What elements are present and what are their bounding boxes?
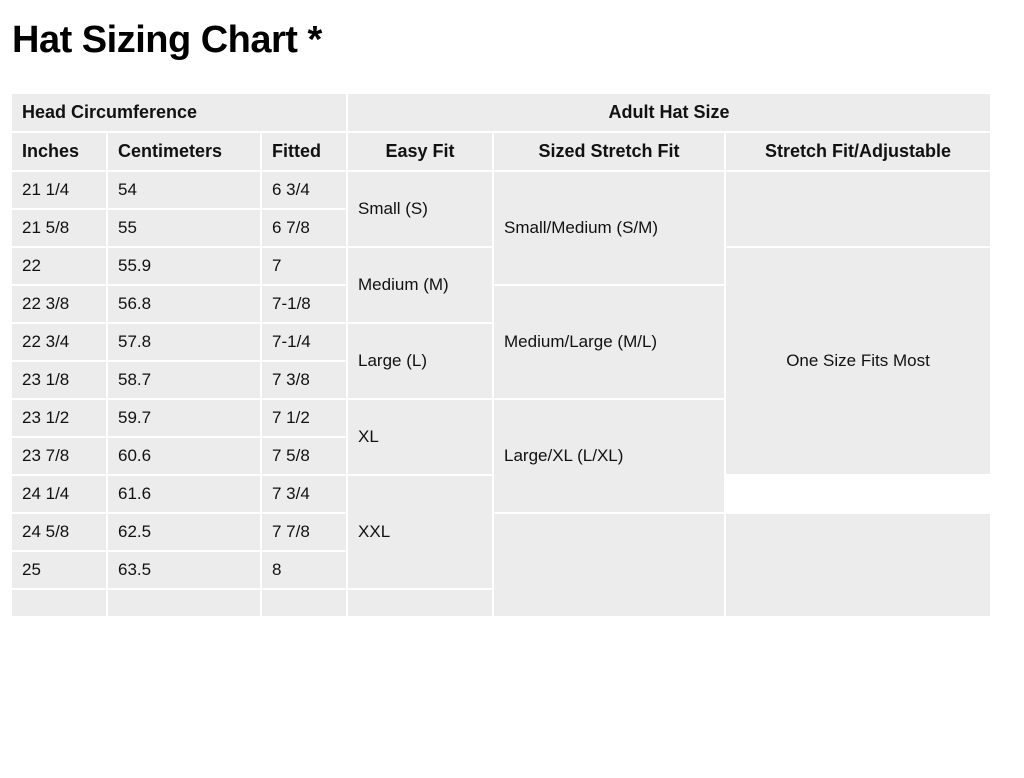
cell-centimeters: 55.9	[107, 247, 261, 285]
column-header-inches: Inches	[11, 132, 107, 171]
cell-sized-stretch-fit: Medium/Large (M/L)	[493, 285, 725, 399]
cell-fitted: 6 7/8	[261, 209, 347, 247]
cell-spacer-inches	[11, 589, 107, 617]
cell-fitted: 7-1/4	[261, 323, 347, 361]
group-header-head-circumference: Head Circumference	[11, 93, 347, 132]
cell-centimeters: 63.5	[107, 551, 261, 589]
cell-fitted: 8	[261, 551, 347, 589]
column-header-sized-stretch-fit: Sized Stretch Fit	[493, 132, 725, 171]
cell-sized-stretch-fit: Small/Medium (S/M)	[493, 171, 725, 285]
cell-easy-fit: XXL	[347, 475, 493, 589]
cell-fitted: 6 3/4	[261, 171, 347, 209]
column-header-stretch-fit-adjustable: Stretch Fit/Adjustable	[725, 132, 991, 171]
column-header-easy-fit: Easy Fit	[347, 132, 493, 171]
cell-centimeters: 58.7	[107, 361, 261, 399]
cell-sized-stretch-fit-empty	[493, 513, 725, 617]
cell-stretch-fit-adjustable: One Size Fits Most	[725, 247, 991, 475]
cell-stretch-fit-adjustable-empty	[725, 171, 991, 247]
cell-centimeters: 55	[107, 209, 261, 247]
cell-fitted: 7 3/8	[261, 361, 347, 399]
cell-fitted: 7	[261, 247, 347, 285]
cell-centimeters: 57.8	[107, 323, 261, 361]
cell-fitted: 7-1/8	[261, 285, 347, 323]
cell-inches: 21 5/8	[11, 209, 107, 247]
group-header-adult-hat-size: Adult Hat Size	[347, 93, 991, 132]
table-row	[11, 513, 991, 551]
cell-spacer-easy-fit	[347, 589, 493, 617]
cell-inches: 23 1/8	[11, 361, 107, 399]
cell-centimeters: 56.8	[107, 285, 261, 323]
cell-spacer-fitted	[261, 589, 347, 617]
cell-fitted: 7 7/8	[261, 513, 347, 551]
cell-centimeters: 62.5	[107, 513, 261, 551]
cell-inches: 22 3/8	[11, 285, 107, 323]
cell-inches: 21 1/4	[11, 171, 107, 209]
cell-sized-stretch-fit: Large/XL (L/XL)	[493, 399, 725, 513]
cell-centimeters: 61.6	[107, 475, 261, 513]
cell-centimeters: 60.6	[107, 437, 261, 475]
cell-easy-fit: Large (L)	[347, 323, 493, 399]
table-row	[11, 171, 991, 209]
hat-sizing-table	[10, 92, 992, 618]
cell-inches: 22	[11, 247, 107, 285]
cell-fitted: 7 5/8	[261, 437, 347, 475]
table-group-header-row	[11, 93, 991, 132]
cell-inches: 23 1/2	[11, 399, 107, 437]
cell-easy-fit: Medium (M)	[347, 247, 493, 323]
cell-fitted: 7 1/2	[261, 399, 347, 437]
cell-fitted: 7 3/4	[261, 475, 347, 513]
cell-spacer-centimeters	[107, 589, 261, 617]
cell-easy-fit: Small (S)	[347, 171, 493, 247]
cell-centimeters: 59.7	[107, 399, 261, 437]
column-header-centimeters: Centimeters	[107, 132, 261, 171]
hat-sizing-chart-page	[0, 18, 1024, 778]
page-title: Hat Sizing Chart *	[12, 19, 322, 61]
cell-stretch-fit-adjustable-empty	[725, 513, 991, 617]
cell-inches: 24 5/8	[11, 513, 107, 551]
column-header-fitted: Fitted	[261, 132, 347, 171]
cell-inches: 22 3/4	[11, 323, 107, 361]
cell-inches: 24 1/4	[11, 475, 107, 513]
cell-inches: 25	[11, 551, 107, 589]
cell-inches: 23 7/8	[11, 437, 107, 475]
table-column-header-row	[11, 132, 991, 171]
cell-easy-fit: XL	[347, 399, 493, 475]
cell-centimeters: 54	[107, 171, 261, 209]
